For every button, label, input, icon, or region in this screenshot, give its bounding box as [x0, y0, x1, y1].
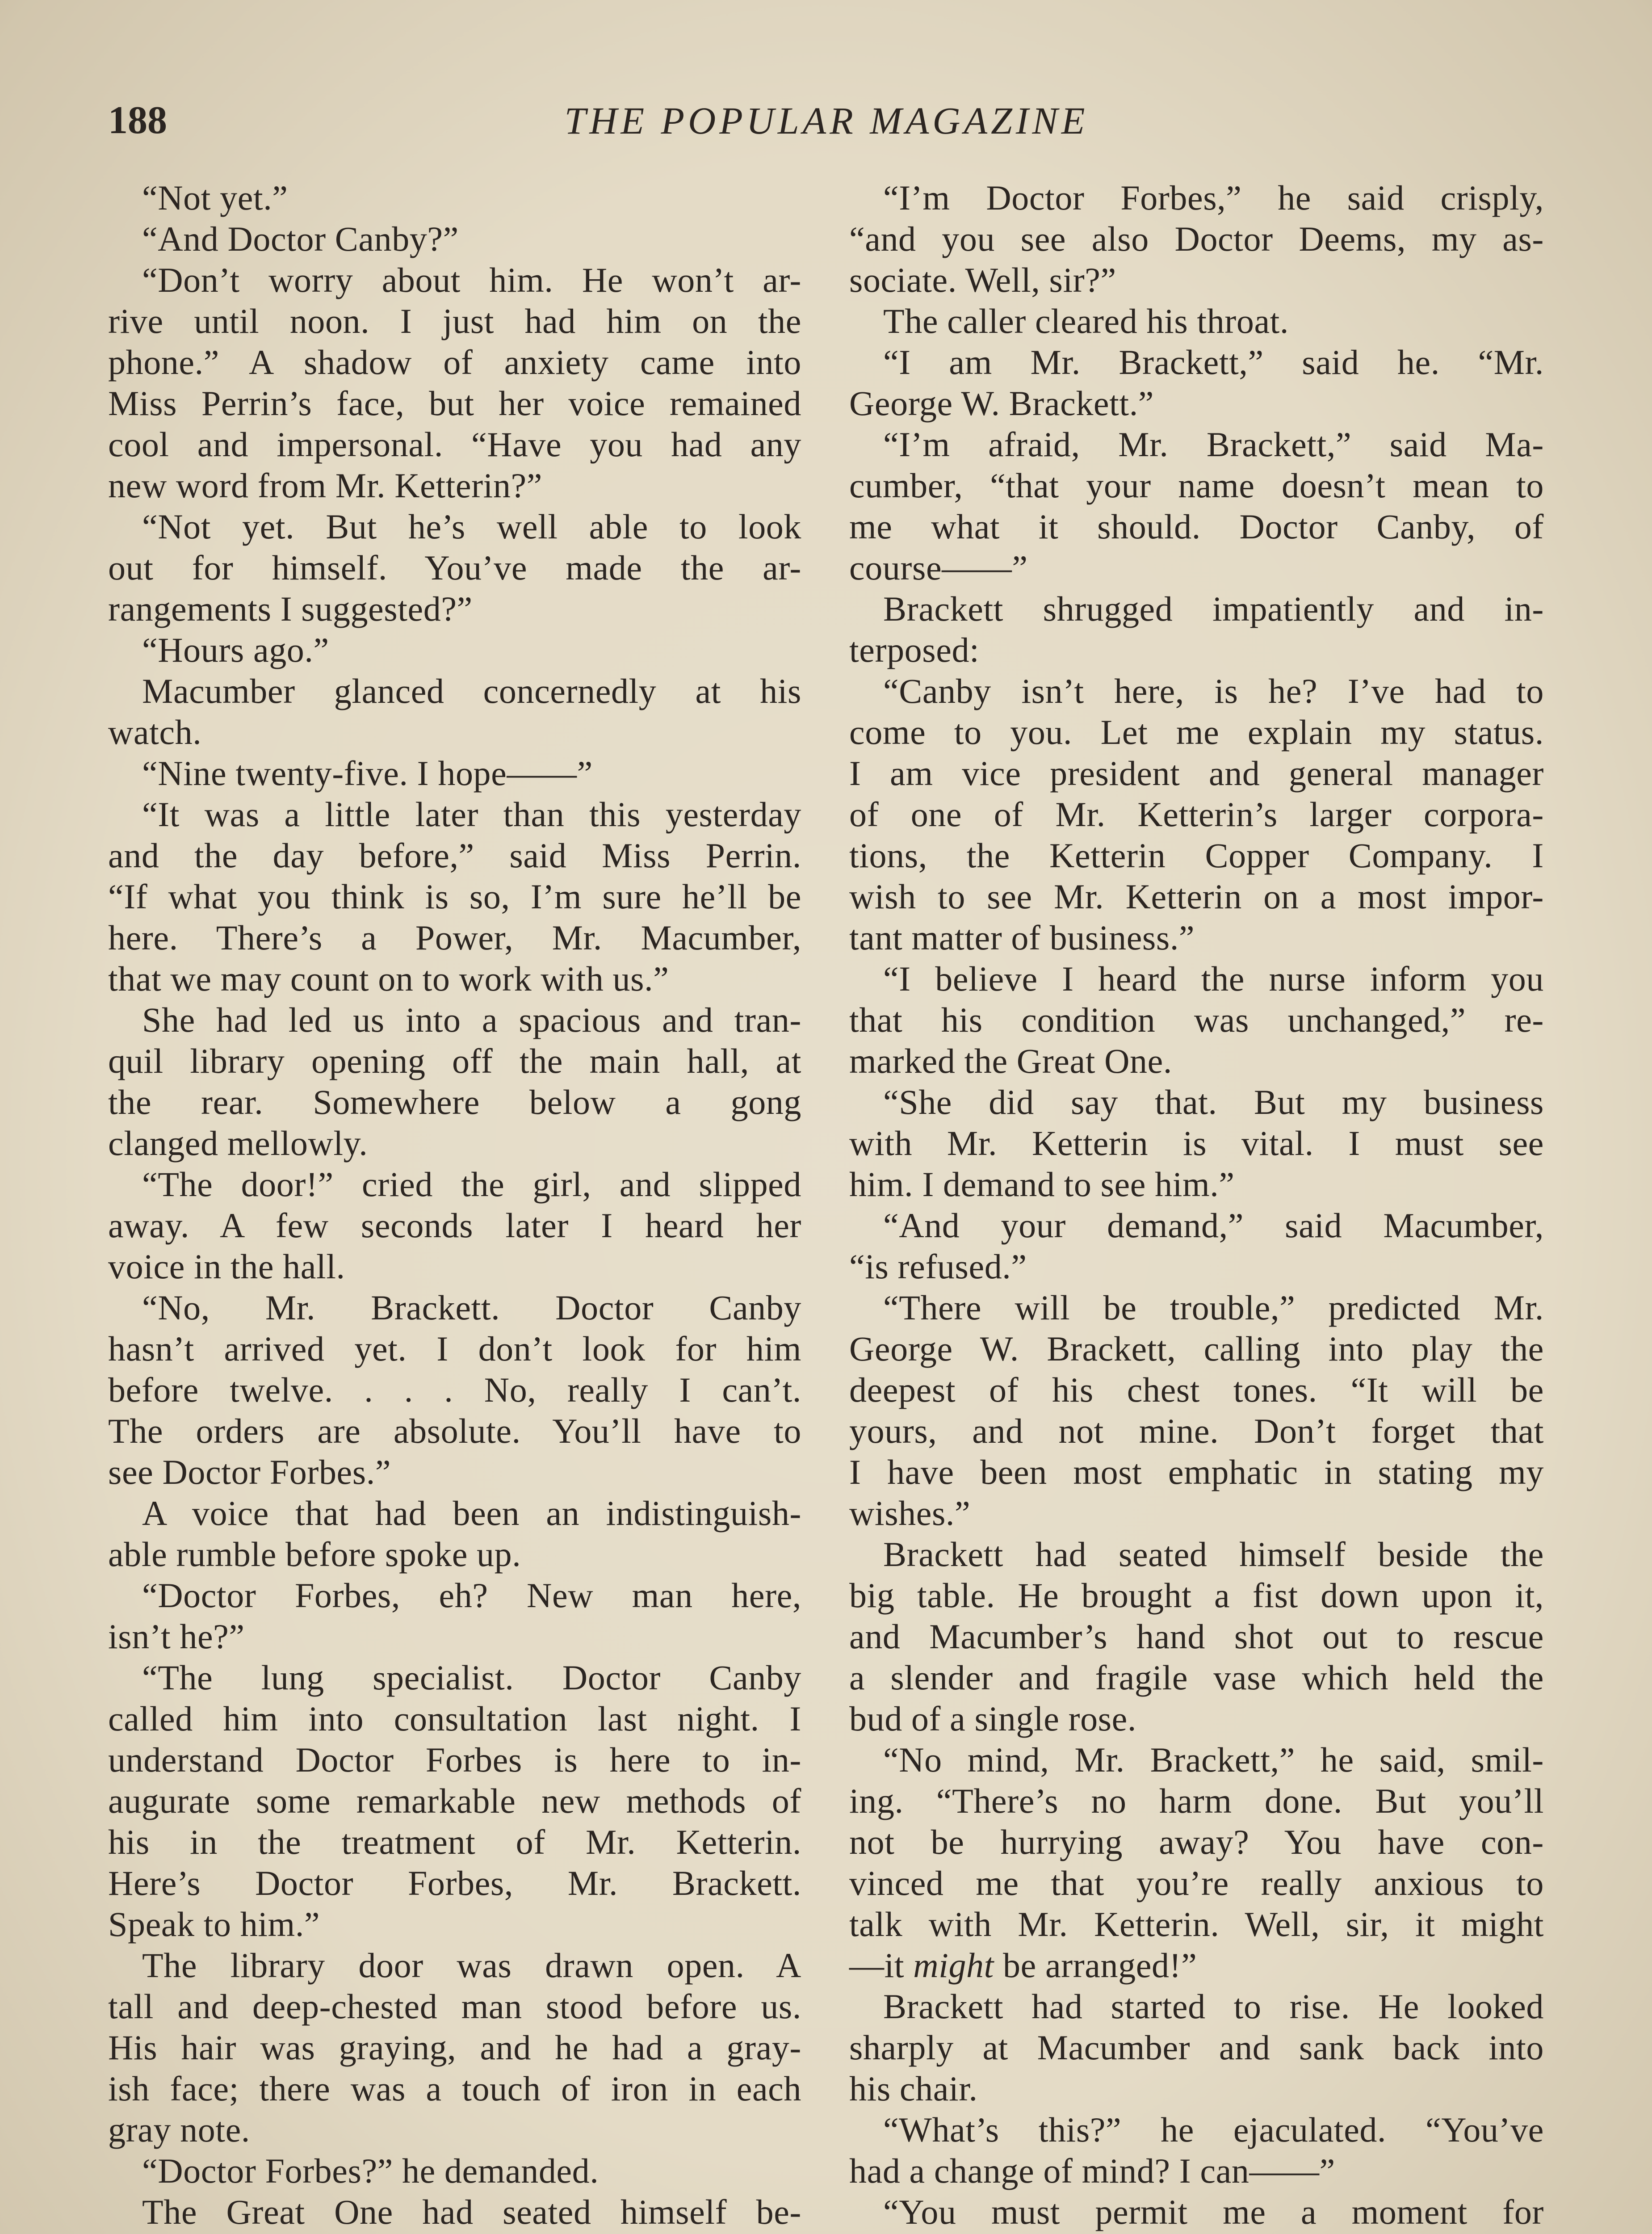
text-line: A voice that had been an indistinguish- [142, 1494, 801, 1533]
text-line: His hair was graying, and he had a gray- [108, 2028, 801, 2067]
paragraph [108, 753, 801, 794]
text-line: him. I demand to see him.” [849, 1165, 1235, 1204]
text-line: clanged mellowly. [108, 1124, 368, 1163]
paragraph [108, 671, 801, 753]
text-line: sharply at Macumber and sank back into [849, 2028, 1544, 2067]
left-column [108, 177, 801, 2234]
paragraph [849, 2192, 1544, 2234]
text-line: The library door was drawn open. A [142, 1946, 801, 1985]
text-line: come to you. Let me explain my status. [849, 713, 1544, 752]
text-line: wishes.” [849, 1494, 971, 1533]
paragraph [849, 958, 1544, 1082]
text-line: see Doctor Forbes.” [108, 1453, 391, 1491]
text-line: hasn’t arrived yet. I don’t look for him [108, 1329, 801, 1368]
text-line: “And your demand,” said Macumber, [883, 1206, 1544, 1245]
page-number: 188 [108, 99, 167, 142]
text-line: ing. “There’s no harm done. But you’ll [849, 1781, 1544, 1820]
text-line: “She did say that. But my business [883, 1083, 1544, 1121]
text-line: “Canby isn’t here, is he? I’ve had to [883, 672, 1544, 710]
text-line: “No mind, Mr. Brackett,” he said, smil- [883, 1740, 1544, 1779]
text-line: I have been most emphatic in stating my [849, 1453, 1544, 1491]
text-line: “is refused.” [849, 1247, 1027, 1286]
paragraph [849, 1739, 1544, 1986]
paragraph [849, 1986, 1544, 2109]
paragraph [108, 218, 801, 260]
italic-word: might [913, 1946, 994, 1985]
text-line: “If what you think is so, I’m sure he’ll be [108, 877, 801, 916]
text-line: “I’m Doctor Forbes,” he said crisply, [883, 178, 1544, 217]
paragraph [108, 999, 801, 1164]
text-line: deepest of his chest tones. “It will be [849, 1370, 1544, 1409]
text-line: “Don’t worry about him. He won’t ar- [142, 260, 801, 299]
text-line: called him into consultation last night. I [108, 1699, 801, 1738]
text-line: tall and deep-chested man stood before us. [108, 1987, 801, 2026]
text-line: “I believe I heard the nurse inform you [883, 959, 1544, 998]
text-line: cool and impersonal. “Have you had any [108, 425, 801, 464]
paragraph [108, 1164, 801, 1287]
running-title: THE POPULAR MAGAZINE [564, 99, 1089, 142]
text-line: course——” [849, 548, 1028, 587]
paragraph [108, 506, 801, 630]
text-line: Macumber glanced concernedly at his [142, 672, 801, 710]
paragraph [108, 1945, 801, 2150]
text-line: “Hours ago.” [142, 630, 329, 669]
paragraph [108, 794, 801, 999]
text-line: Brackett had seated himself beside the [883, 1535, 1544, 1574]
paragraph [849, 1082, 1544, 1205]
text-line [849, 1945, 1544, 1986]
text-line: and the day before,” said Miss Perrin. [108, 836, 801, 875]
text-line: “Nine twenty-five. I hope——” [142, 754, 593, 793]
paragraph [849, 424, 1544, 588]
text-line: She had led us into a spacious and tran- [142, 1000, 801, 1039]
paragraph [849, 342, 1544, 424]
text-line: his in the treatment of Mr. Ketterin. [108, 1822, 801, 1861]
paragraph [108, 2192, 801, 2234]
text-line: the rear. Somewhere below a gong [108, 1083, 801, 1121]
text-line: “Doctor Forbes, eh? New man here, [142, 1576, 801, 1615]
text-line: Here’s Doctor Forbes, Mr. Brackett. [108, 1864, 801, 1902]
text-line: rive until noon. I just had him on the [108, 302, 801, 340]
text-line: of one of Mr. Ketterin’s larger corpora- [849, 795, 1544, 834]
text-line: The caller cleared his throat. [883, 302, 1289, 340]
text-line: had a change of mind? I can——” [849, 2151, 1335, 2190]
text-line: “It was a little later than this yesterday [142, 795, 801, 834]
text-line: “Not yet. But he’s well able to look [142, 507, 801, 546]
paragraph [849, 588, 1544, 671]
paragraph [849, 1287, 1544, 1534]
text-segment: be arranged!” [994, 1946, 1197, 1985]
text-line: rangements I suggested?” [108, 589, 473, 628]
text-line: bud of a single rose. [849, 1699, 1136, 1738]
text-line: “I am Mr. Brackett,” said he. “Mr. [883, 343, 1544, 382]
paragraph [108, 1575, 801, 1657]
text-line: yours, and not mine. Don’t forget that [849, 1411, 1544, 1450]
paragraph [849, 1205, 1544, 1287]
text-line: “What’s this?” he ejaculated. “You’ve [883, 2110, 1544, 2149]
text-line: before twelve. . . . No, really I can’t. [108, 1370, 801, 1409]
text-line: “You must permit me a moment for [883, 2192, 1544, 2231]
text-line: ish face; there was a touch of iron in each [108, 2069, 801, 2108]
text-segment: —it [849, 1946, 914, 1985]
paragraph [108, 2150, 801, 2192]
text-line: his chair. [849, 2069, 978, 2108]
text-line: quil library opening off the main hall, at [108, 1041, 801, 1080]
text-line: cumber, “that your name doesn’t mean to [849, 466, 1544, 505]
paragraph [108, 1657, 801, 1945]
text-line: “I’m afraid, Mr. Brackett,” said Ma- [883, 425, 1544, 464]
text-line: Brackett shrugged impatiently and in- [883, 589, 1544, 628]
text-line: voice in the hall. [108, 1247, 345, 1286]
text-line: “The lung specialist. Doctor Canby [142, 1658, 801, 1697]
text-line: isn’t he?” [108, 1617, 245, 1656]
text-line: a slender and fragile vase which held the [849, 1658, 1544, 1697]
text-line: that we may count on to work with us.” [108, 959, 669, 998]
text-line: The Great One had seated himself be- [142, 2192, 801, 2231]
paragraph [108, 260, 801, 506]
text-line: “and you see also Doctor Deems, my as- [849, 219, 1544, 258]
text-line: marked the Great One. [849, 1041, 1172, 1080]
paragraph [108, 1287, 801, 1493]
paragraph [849, 1534, 1544, 1739]
text-line: talk with Mr. Ketterin. Well, sir, it might [849, 1905, 1544, 1944]
text-line: Brackett had started to rise. He looked [883, 1987, 1544, 2026]
text-line: here. There’s a Power, Mr. Macumber, [108, 918, 801, 957]
paragraph [849, 671, 1544, 958]
text-line: me what it should. Doctor Canby, of [849, 507, 1544, 546]
paragraph [849, 301, 1544, 342]
text-line: The orders are absolute. You’ll have to [108, 1411, 801, 1450]
text-line: wish to see Mr. Ketterin on a most impor- [849, 877, 1544, 916]
text-line: Miss Perrin’s face, but her voice remained [108, 384, 801, 423]
text-line: I am vice president and general manager [849, 754, 1544, 793]
paragraph [849, 2109, 1544, 2192]
text-line: Speak to him.” [108, 1905, 320, 1944]
text-line: new word from Mr. Ketterin?” [108, 466, 542, 505]
paragraph [108, 1493, 801, 1575]
paragraph [108, 177, 801, 218]
text-line: “Doctor Forbes?” he demanded. [142, 2151, 599, 2190]
text-line: augurate some remarkable new methods of [108, 1781, 801, 1820]
text-line: able rumble before spoke up. [108, 1535, 521, 1574]
text-line: watch. [108, 713, 202, 752]
text-line: away. A few seconds later I heard her [108, 1206, 801, 1245]
text-line: gray note. [108, 2110, 250, 2149]
text-line: vinced me that you’re really anxious to [849, 1864, 1544, 1902]
text-line: “The door!” cried the girl, and slipped [142, 1165, 801, 1204]
text-line: “And Doctor Canby?” [142, 219, 459, 258]
paragraph [849, 177, 1544, 301]
right-column [849, 177, 1544, 2234]
text-line: understand Doctor Forbes is here to in- [108, 1740, 801, 1779]
text-line: out for himself. You’ve made the ar- [108, 548, 801, 587]
text-line: “Not yet.” [142, 178, 288, 217]
text-line: tions, the Ketterin Copper Company. I [849, 836, 1544, 875]
paragraph [108, 630, 801, 671]
text-line: tant matter of business.” [849, 918, 1195, 957]
text-line: “No, Mr. Brackett. Doctor Canby [142, 1288, 801, 1327]
text-line: with Mr. Ketterin is vital. I must see [849, 1124, 1544, 1163]
text-line: George W. Brackett.” [849, 384, 1154, 423]
text-line: “There will be trouble,” predicted Mr. [883, 1288, 1544, 1327]
text-line: and Macumber’s hand shot out to rescue [849, 1617, 1544, 1656]
text-line: phone.” A shadow of anxiety came into [108, 343, 801, 382]
text-line: that his condition was unchanged,” re- [849, 1000, 1544, 1039]
text-line: not be hurrying away? You have con- [849, 1822, 1544, 1861]
text-line: sociate. Well, sir?” [849, 260, 1116, 299]
text-line: terposed: [849, 630, 980, 669]
text-line: George W. Brackett, calling into play the [849, 1329, 1544, 1368]
text-line: big table. He brought a fist down upon it, [849, 1576, 1544, 1615]
